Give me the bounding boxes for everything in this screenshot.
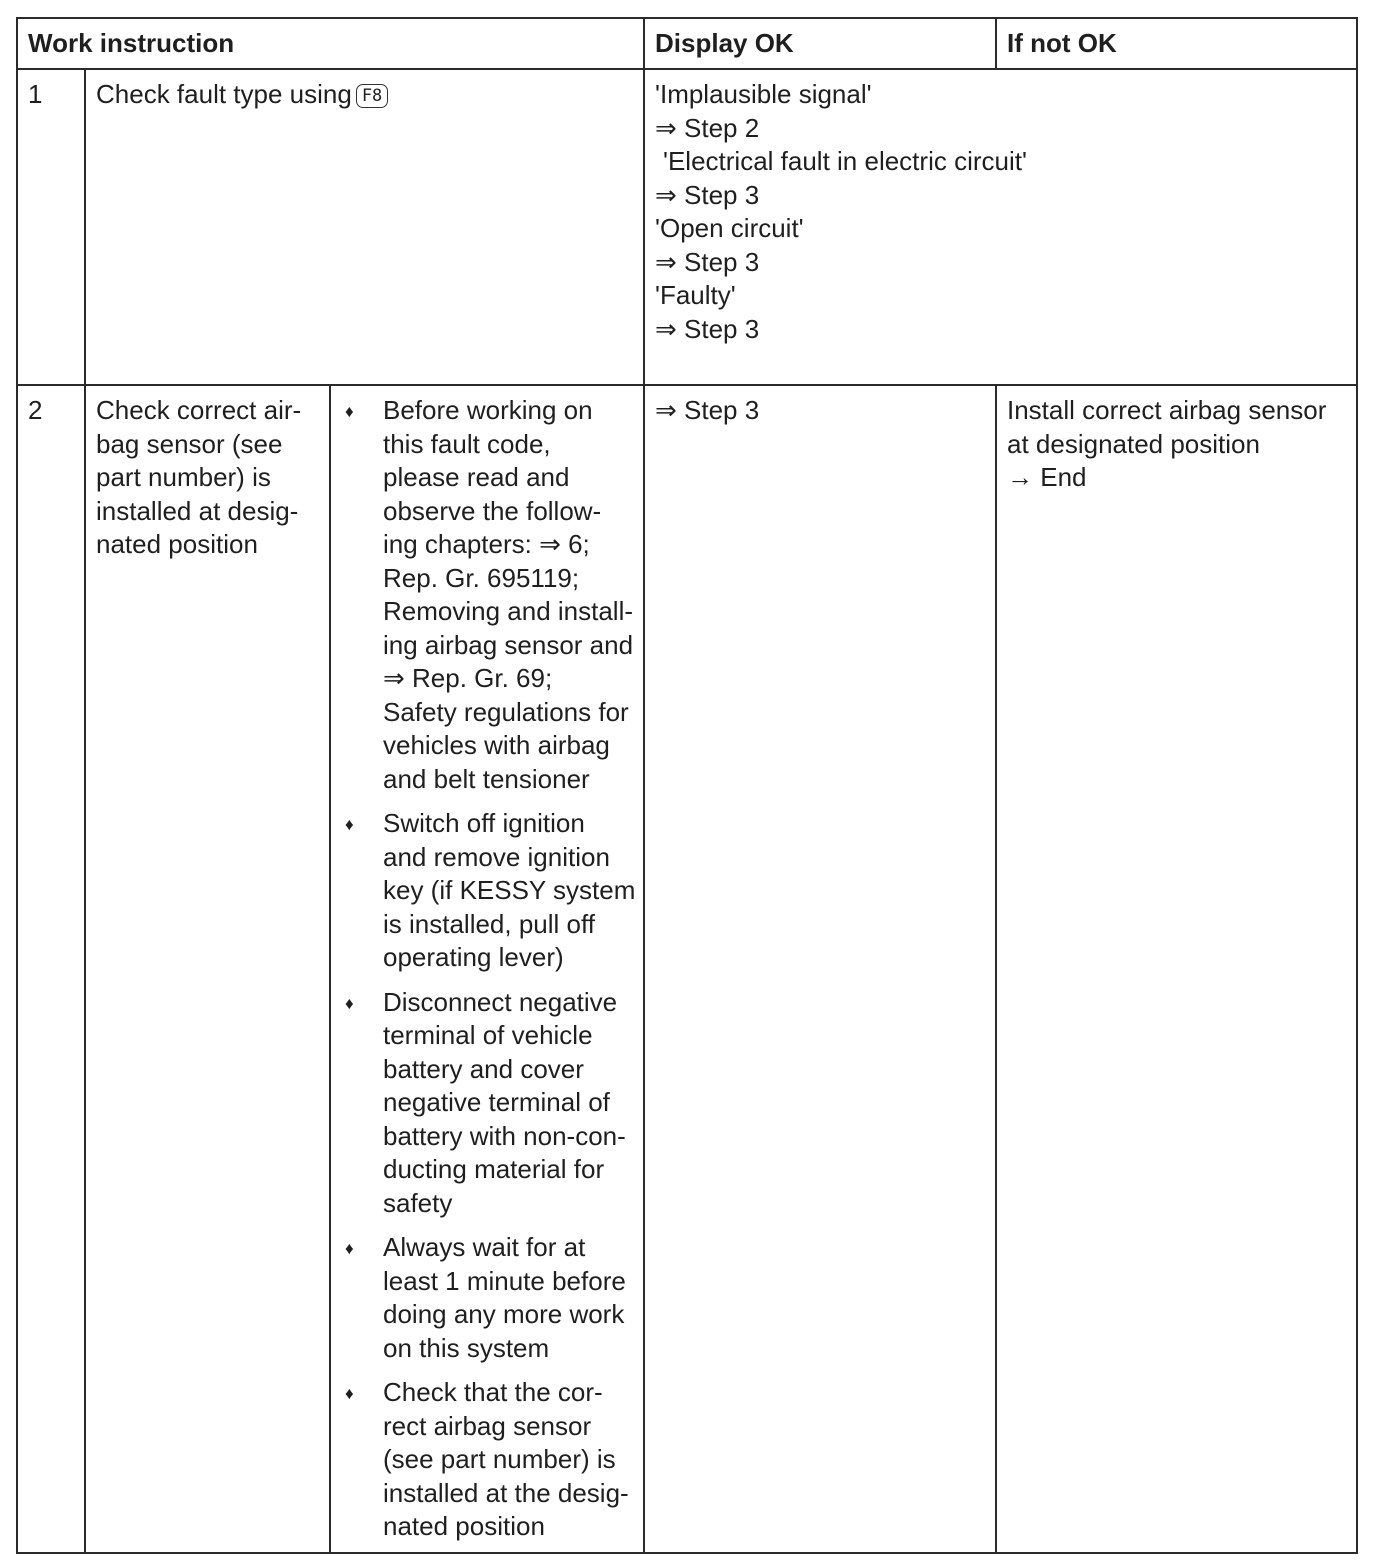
if-not-ok-line: → End <box>1007 462 1087 492</box>
header-work-instruction: Work instruction <box>17 18 644 69</box>
bullet-line: is installed, pull off <box>383 908 595 939</box>
header-display-ok: Display OK <box>644 18 996 69</box>
bullet-line: Switch off ignition <box>383 808 585 838</box>
diamond-bullet-icon: ♦ <box>345 402 354 421</box>
bullet-line: and remove ignition <box>383 841 610 872</box>
instruction-line: installed at desig- <box>96 495 299 526</box>
bullet-line: this fault code, <box>383 428 551 459</box>
instruction-line: bag sensor (see <box>96 428 283 459</box>
bullet-line: Check that the cor- <box>383 1377 603 1407</box>
diamond-bullet-icon: ♦ <box>345 815 354 834</box>
bullet-line: Disconnect negative <box>383 986 618 1017</box>
step-2-if-not-ok <box>996 385 1357 1553</box>
display-ok-line: ⇒ Step 3 <box>655 179 760 210</box>
bullet-line: Removing and install- <box>383 596 634 626</box>
display-ok-line: 'Electrical fault in electric circuit' <box>663 146 1027 176</box>
bullet-line: battery and cover <box>383 1053 584 1084</box>
bullet-line: ducting material for <box>383 1154 605 1184</box>
bullet-line: doing any more work <box>383 1299 625 1329</box>
bullet-line: please read and <box>383 462 570 492</box>
display-ok-line: 'Faulty' <box>655 280 736 310</box>
step-1-instruction <box>85 69 644 385</box>
display-ok-line: 'Implausible signal' <box>655 79 872 109</box>
display-ok-line: ⇒ Step 2 <box>655 112 760 143</box>
diamond-bullet-icon: ♦ <box>345 1384 354 1403</box>
bullet-line: ing chapters: ⇒ 6; <box>383 529 590 559</box>
bullet-line: operating lever) <box>383 942 564 972</box>
display-ok-line: ⇒ Step 3 <box>655 246 760 277</box>
diamond-bullet-icon: ♦ <box>345 993 354 1013</box>
bullet-line: terminal of vehicle <box>383 1020 593 1050</box>
bullet-item <box>341 1231 633 1365</box>
bullet-line: battery with non-con- <box>383 1120 626 1151</box>
bullet-line: on this system <box>383 1332 550 1363</box>
bullet-item <box>341 1376 633 1544</box>
bullet-line: nated position <box>383 1511 545 1541</box>
bullet-line: Rep. Gr. 695119; <box>383 562 580 593</box>
bullet-line: safety <box>383 1187 453 1218</box>
bullet-line: ⇒ Rep. Gr. 69; <box>383 663 553 693</box>
bullet-line: observe the follow- <box>383 495 602 526</box>
bullet-line: least 1 minute before <box>383 1265 626 1296</box>
bullet-line: (see part number) is <box>383 1444 616 1474</box>
header-if-not-ok: If not OK <box>996 18 1357 69</box>
step-number: 2 <box>17 385 85 1553</box>
instruction-line: nated position <box>96 529 258 559</box>
step-2-bullet-list <box>341 394 636 1544</box>
step-number: 1 <box>17 69 85 385</box>
bullet-item <box>341 394 633 796</box>
bullet-line: Before working on <box>383 395 593 425</box>
bullet-item <box>341 807 636 975</box>
step-1-instruction-text: Check fault type using <box>96 79 352 109</box>
if-not-ok-line: Install correct airbag sensor <box>1007 395 1327 425</box>
bullet-line: installed at the desig- <box>383 1477 629 1508</box>
bullet-line: rect airbag sensor <box>383 1410 592 1441</box>
instruction-line: Check correct air- <box>96 395 302 425</box>
step-2-instruction <box>85 385 330 1553</box>
work-instruction-table <box>16 17 1358 1554</box>
if-not-ok-line: at designated position <box>1007 428 1260 459</box>
bullet-line: and belt tensioner <box>383 763 590 794</box>
table-header-row <box>17 18 1357 69</box>
step-2-notes <box>330 385 644 1553</box>
display-ok-line: ⇒ Step 3 <box>655 395 760 425</box>
instruction-line: part number) is <box>96 462 271 492</box>
bullet-line: ing airbag sensor and <box>383 629 634 660</box>
bullet-line: Safety regulations for <box>383 696 629 727</box>
f8-key-icon: F8 <box>356 84 388 108</box>
table-row-step-1 <box>17 69 1357 385</box>
bullet-line: negative terminal of <box>383 1087 610 1117</box>
bullet-line: vehicles with airbag <box>383 730 610 760</box>
bullet-line: key (if KESSY system <box>383 875 636 905</box>
step-2-display-ok <box>644 385 996 1553</box>
table-row-step-2 <box>17 385 1357 1553</box>
bullet-item <box>341 986 633 1221</box>
display-ok-line: ⇒ Step 3 <box>655 313 760 344</box>
display-ok-line: 'Open circuit' <box>655 213 804 243</box>
step-1-display-ok <box>644 69 1357 385</box>
diamond-bullet-icon: ♦ <box>345 1239 354 1258</box>
bullet-line: Always wait for at <box>383 1232 586 1262</box>
